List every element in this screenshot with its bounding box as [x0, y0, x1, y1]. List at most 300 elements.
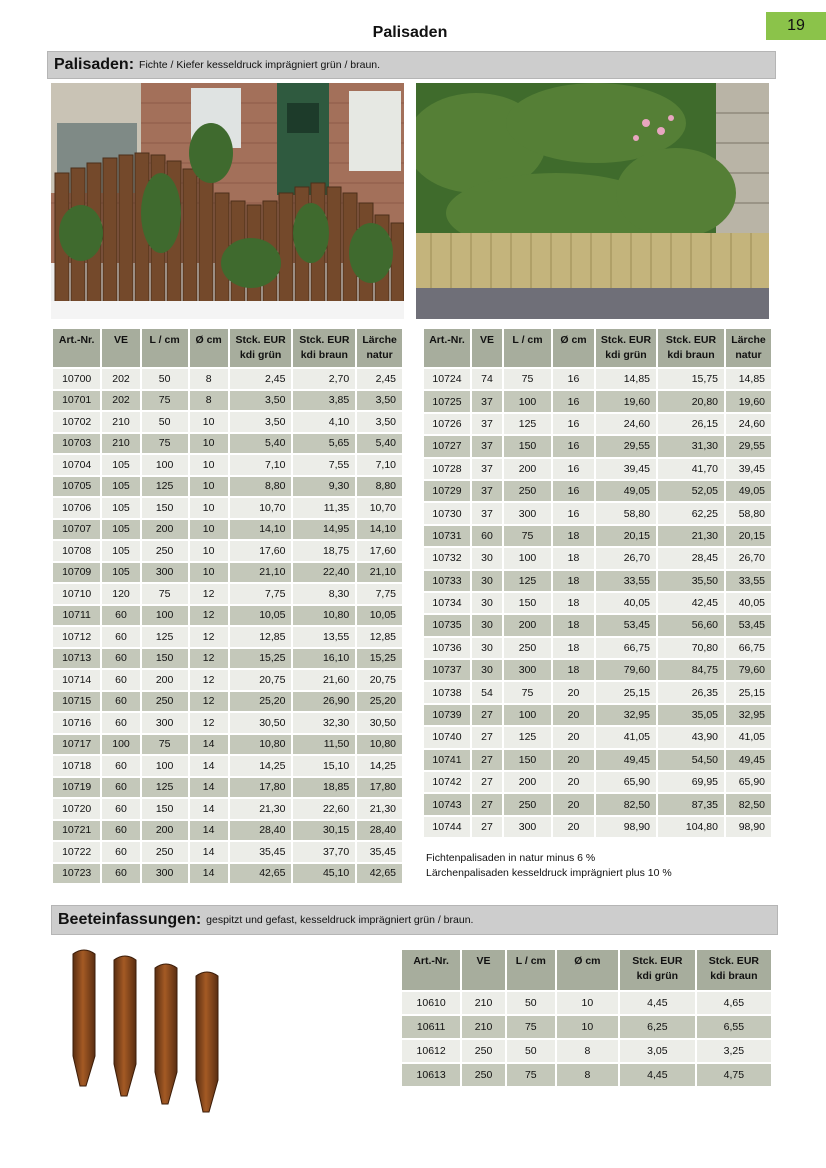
table-cell: 300 [504, 817, 551, 837]
table-cell: 10730 [424, 503, 470, 523]
table-row [53, 391, 402, 411]
table-cell: 33,55 [726, 571, 771, 591]
table-cell: 28,40 [230, 821, 292, 841]
col-price-green: Stck. EUR kdi grün [230, 329, 292, 367]
table-cell: 10 [190, 412, 228, 432]
table-cell: 10,70 [357, 498, 402, 518]
table-row [402, 1040, 771, 1062]
table-cell: 7,55 [293, 455, 355, 475]
table-cell: 10 [557, 1016, 618, 1038]
table-cell: 58,80 [596, 503, 656, 523]
table-row [53, 434, 402, 454]
table-cell: 10702 [53, 412, 100, 432]
table-cell: 105 [102, 563, 139, 583]
table-cell: 20 [553, 817, 594, 837]
table-cell: 19,60 [726, 391, 771, 411]
table-cell: 250 [462, 1064, 505, 1086]
table-cell: 28,45 [658, 548, 724, 568]
table-cell: 42,45 [658, 593, 724, 613]
table-cell: 10700 [53, 369, 100, 389]
table-row [53, 541, 402, 561]
table-row [424, 615, 771, 635]
table-cell: 18,85 [293, 778, 355, 798]
table-cell: 42,65 [230, 864, 292, 884]
table-cell: 250 [504, 794, 551, 814]
table-cell: 25,15 [726, 682, 771, 702]
table-cell: 10703 [53, 434, 100, 454]
table-cell: 74 [472, 369, 502, 389]
table-cell: 14 [190, 735, 228, 755]
table-cell: 30,50 [357, 713, 402, 733]
table-cell: 17,60 [357, 541, 402, 561]
table-cell: 50 [507, 1040, 555, 1062]
table-cell: 105 [102, 477, 139, 497]
table-cell: 31,30 [658, 436, 724, 456]
table-cell: 5,40 [230, 434, 292, 454]
table-cell: 300 [142, 713, 188, 733]
table-cell: 12 [190, 649, 228, 669]
table-cell: 21,30 [658, 526, 724, 546]
table-row [53, 864, 402, 884]
table-cell: 30,15 [293, 821, 355, 841]
table-cell: 10713 [53, 649, 100, 669]
table-row [53, 756, 402, 776]
table-cell: 22,40 [293, 563, 355, 583]
table-row [53, 842, 402, 862]
table-cell: 10 [190, 520, 228, 540]
table-cell: 10612 [402, 1040, 460, 1062]
table-cell: 10 [190, 498, 228, 518]
table-cell: 60 [102, 692, 139, 712]
col-length: L / cm [504, 329, 551, 367]
table-cell: 3,50 [230, 412, 292, 432]
table-cell: 12 [190, 670, 228, 690]
table-cell: 10735 [424, 615, 470, 635]
table-cell: 18 [553, 638, 594, 658]
table-cell: 17,80 [230, 778, 292, 798]
table-cell: 21,10 [230, 563, 292, 583]
table-cell: 16 [553, 481, 594, 501]
table-cell: 10715 [53, 692, 100, 712]
photo-garden-edging-image [416, 83, 769, 319]
table-cell: 18,75 [293, 541, 355, 561]
table-cell: 24,60 [596, 414, 656, 434]
table-cell: 16 [553, 436, 594, 456]
table-cell: 24,60 [726, 414, 771, 434]
table-cell: 60 [102, 713, 139, 733]
table-cell: 6,25 [620, 1016, 695, 1038]
table-cell: 14,25 [357, 756, 402, 776]
table-cell: 3,85 [293, 391, 355, 411]
table-cell: 45,10 [293, 864, 355, 884]
table-cell: 49,05 [726, 481, 771, 501]
table-row [402, 1064, 771, 1086]
table-row [424, 369, 771, 389]
table-cell: 65,90 [596, 772, 656, 792]
table-cell: 200 [142, 520, 188, 540]
table-cell: 12 [190, 606, 228, 626]
col-ve: VE [462, 950, 505, 990]
table-cell: 70,80 [658, 638, 724, 658]
table-cell: 20 [553, 794, 594, 814]
table-cell: 75 [142, 584, 188, 604]
table-cell: 15,25 [230, 649, 292, 669]
table-cell: 200 [142, 670, 188, 690]
table-cell: 10741 [424, 750, 470, 770]
table-cell: 10 [190, 563, 228, 583]
table-cell: 10726 [424, 414, 470, 434]
table-cell: 20 [553, 727, 594, 747]
table-cell: 17,80 [357, 778, 402, 798]
table-row [53, 563, 402, 583]
table-cell: 10704 [53, 455, 100, 475]
table-cell: 75 [507, 1016, 555, 1038]
table-cell: 16 [553, 369, 594, 389]
table-cell: 10 [190, 455, 228, 475]
table-cell: 98,90 [596, 817, 656, 837]
table-row [53, 713, 402, 733]
table-cell: 210 [462, 1016, 505, 1038]
section-title: Palisaden: [54, 56, 135, 73]
table-cell: 10 [557, 992, 618, 1014]
table-row [53, 412, 402, 432]
table-cell: 41,05 [726, 727, 771, 747]
table-cell: 16 [553, 459, 594, 479]
col-price-green: Stck. EUR kdi grün [620, 950, 695, 990]
col-larch: Lärche natur [357, 329, 402, 367]
table-row [424, 682, 771, 702]
table-cell: 30,50 [230, 713, 292, 733]
table-cell: 210 [462, 992, 505, 1014]
table-cell: 21,60 [293, 670, 355, 690]
table-cell: 125 [142, 477, 188, 497]
table-cell: 13,55 [293, 627, 355, 647]
table-cell: 10742 [424, 772, 470, 792]
table-cell: 10 [190, 434, 228, 454]
table-cell: 10722 [53, 842, 100, 862]
table-cell: 17,60 [230, 541, 292, 561]
table-cell: 27 [472, 750, 502, 770]
table-cell: 10720 [53, 799, 100, 819]
table-cell: 69,95 [658, 772, 724, 792]
table-cell: 60 [102, 649, 139, 669]
table-cell: 98,90 [726, 817, 771, 837]
table-cell: 18 [553, 571, 594, 591]
table-cell: 82,50 [726, 794, 771, 814]
table-cell: 14,85 [726, 369, 771, 389]
table-cell: 11,50 [293, 735, 355, 755]
col-art-nr: Art.-Nr. [424, 329, 470, 367]
table-cell: 12 [190, 713, 228, 733]
table-cell: 60 [102, 606, 139, 626]
table-cell: 10610 [402, 992, 460, 1014]
table-cell: 8 [190, 391, 228, 411]
table-cell: 58,80 [726, 503, 771, 523]
table-cell: 43,90 [658, 727, 724, 747]
table-cell: 49,05 [596, 481, 656, 501]
table-cell: 2,70 [293, 369, 355, 389]
col-length: L / cm [507, 950, 555, 990]
table-cell: 75 [142, 434, 188, 454]
table-row [53, 735, 402, 755]
table-cell: 79,60 [596, 660, 656, 680]
table-cell: 4,45 [620, 992, 695, 1014]
table-cell: 65,90 [726, 772, 771, 792]
table-cell: 66,75 [596, 638, 656, 658]
table-cell: 250 [462, 1040, 505, 1062]
table-cell: 30 [472, 660, 502, 680]
table-cell: 49,45 [596, 750, 656, 770]
page-number: 19 [766, 12, 826, 40]
table-row [424, 750, 771, 770]
table-cell: 75 [504, 369, 551, 389]
table-cell: 56,60 [658, 615, 724, 635]
table-cell: 30 [472, 593, 502, 613]
table-cell: 60 [102, 821, 139, 841]
table-cell: 20,75 [357, 670, 402, 690]
table-cell: 40,05 [596, 593, 656, 613]
table-cell: 2,45 [357, 369, 402, 389]
table-cell: 125 [504, 414, 551, 434]
table-cell: 100 [504, 705, 551, 725]
table-cell: 7,75 [357, 584, 402, 604]
table-cell: 10719 [53, 778, 100, 798]
col-ve: VE [102, 329, 139, 367]
table-cell: 20,75 [230, 670, 292, 690]
table-cell: 18 [553, 660, 594, 680]
table-row [424, 459, 771, 479]
table-cell: 20,15 [726, 526, 771, 546]
table-cell: 87,35 [658, 794, 724, 814]
table-cell: 60 [102, 756, 139, 776]
table-cell: 10739 [424, 705, 470, 725]
table-cell: 14 [190, 756, 228, 776]
table-cell: 8,30 [293, 584, 355, 604]
table-cell: 37 [472, 459, 502, 479]
table-cell: 10709 [53, 563, 100, 583]
table-row [424, 571, 771, 591]
table-cell: 150 [142, 498, 188, 518]
table-cell: 18 [553, 615, 594, 635]
table-cell: 15,75 [658, 369, 724, 389]
table-cell: 20 [553, 682, 594, 702]
table-cell: 104,80 [658, 817, 724, 837]
note-larch: Lärchenpalisaden kesseldruck imprägniert plus 10 % [426, 867, 672, 879]
table-cell: 105 [102, 498, 139, 518]
photo-palisade-fence [51, 83, 404, 319]
col-diameter: Ø cm [557, 950, 618, 990]
col-art-nr: Art.-Nr. [53, 329, 100, 367]
table-cell: 53,45 [596, 615, 656, 635]
table-cell: 10,05 [230, 606, 292, 626]
table-cell: 30 [472, 615, 502, 635]
table-row [424, 660, 771, 680]
table-cell: 52,05 [658, 481, 724, 501]
table-cell: 10732 [424, 548, 470, 568]
table-row [424, 794, 771, 814]
table-cell: 10706 [53, 498, 100, 518]
table-cell: 8 [557, 1040, 618, 1062]
table-cell: 14,10 [230, 520, 292, 540]
note-spruce: Fichtenpalisaden in natur minus 6 % [426, 852, 596, 864]
table-cell: 300 [504, 660, 551, 680]
table-row [402, 1016, 771, 1038]
table-cell: 125 [504, 571, 551, 591]
col-price-brown: Stck. EUR kdi braun [293, 329, 355, 367]
table-cell: 75 [142, 391, 188, 411]
table-cell: 33,55 [596, 571, 656, 591]
table-cell: 10727 [424, 436, 470, 456]
table-cell: 10728 [424, 459, 470, 479]
table-cell: 62,25 [658, 503, 724, 523]
table-cell: 10743 [424, 794, 470, 814]
table-cell: 50 [142, 412, 188, 432]
table-cell: 100 [142, 606, 188, 626]
table-cell: 10736 [424, 638, 470, 658]
table-cell: 10724 [424, 369, 470, 389]
table-cell: 20 [553, 772, 594, 792]
table-cell: 14 [190, 778, 228, 798]
table-cell: 30 [472, 638, 502, 658]
table-cell: 50 [507, 992, 555, 1014]
table-cell: 75 [504, 682, 551, 702]
col-diameter: Ø cm [190, 329, 228, 367]
table-cell: 4,75 [697, 1064, 771, 1086]
page-title: Palisaden [372, 24, 448, 41]
table-cell: 32,95 [596, 705, 656, 725]
table-cell: 14 [190, 864, 228, 884]
table-row [53, 692, 402, 712]
table-cell: 10721 [53, 821, 100, 841]
table-row [53, 670, 402, 690]
table-cell: 10,80 [230, 735, 292, 755]
table-cell: 27 [472, 794, 502, 814]
table-cell: 20,15 [596, 526, 656, 546]
table-cell: 14 [190, 821, 228, 841]
table-cell: 14,95 [293, 520, 355, 540]
table-cell: 8 [557, 1064, 618, 1086]
table-cell: 10723 [53, 864, 100, 884]
table-cell: 37 [472, 503, 502, 523]
table-cell: 16 [553, 391, 594, 411]
table-cell: 25,15 [596, 682, 656, 702]
table-cell: 20 [553, 750, 594, 770]
table-cell: 125 [504, 727, 551, 747]
table-cell: 300 [142, 864, 188, 884]
table-cell: 10737 [424, 660, 470, 680]
table-row [53, 627, 402, 647]
table-cell: 37 [472, 481, 502, 501]
table-cell: 75 [507, 1064, 555, 1086]
table-row [424, 526, 771, 546]
table-cell: 10,80 [293, 606, 355, 626]
table-cell: 27 [472, 727, 502, 747]
table-cell: 49,45 [726, 750, 771, 770]
table-row [402, 992, 771, 1014]
table-cell: 8,80 [230, 477, 292, 497]
table-cell: 14,10 [357, 520, 402, 540]
section-title: Beeteinfassungen: [58, 911, 202, 928]
table-cell: 27 [472, 772, 502, 792]
table-cell: 10710 [53, 584, 100, 604]
col-larch: Lärche natur [726, 329, 771, 367]
table-cell: 250 [504, 638, 551, 658]
table-cell: 120 [102, 584, 139, 604]
section-subtitle: Fichte / Kiefer kesseldruck imprägniert grün / braun. [139, 59, 381, 71]
table-cell: 30 [472, 548, 502, 568]
table-cell: 10725 [424, 391, 470, 411]
table-row [53, 369, 402, 389]
table-cell: 202 [102, 369, 139, 389]
table-cell: 8,80 [357, 477, 402, 497]
col-ve: VE [472, 329, 502, 367]
table-cell: 16 [553, 414, 594, 434]
table-row [424, 503, 771, 523]
table-row [424, 436, 771, 456]
col-price-green: Stck. EUR kdi grün [596, 329, 656, 367]
col-price-brown: Stck. EUR kdi braun [658, 329, 724, 367]
table-cell: 60 [102, 778, 139, 798]
table-cell: 250 [142, 842, 188, 862]
table-cell: 19,60 [596, 391, 656, 411]
table-row [424, 414, 771, 434]
section-header-palisaden [47, 51, 776, 79]
table-cell: 3,50 [230, 391, 292, 411]
table-cell: 39,45 [596, 459, 656, 479]
table-cell: 37 [472, 436, 502, 456]
table-row [424, 548, 771, 568]
table-cell: 100 [504, 391, 551, 411]
table-cell: 21,30 [357, 799, 402, 819]
table-cell: 105 [102, 455, 139, 475]
table-cell: 9,30 [293, 477, 355, 497]
table-cell: 10611 [402, 1016, 460, 1038]
table-cell: 75 [142, 735, 188, 755]
table-row [53, 778, 402, 798]
table-row [424, 727, 771, 747]
table-row [53, 455, 402, 475]
table-cell: 100 [142, 756, 188, 776]
table-cell: 150 [142, 799, 188, 819]
table-cell: 12,85 [230, 627, 292, 647]
table-cell: 10712 [53, 627, 100, 647]
table-cell: 10701 [53, 391, 100, 411]
table-cell: 150 [504, 436, 551, 456]
table-cell: 14 [190, 842, 228, 862]
table-cell: 7,10 [230, 455, 292, 475]
table-cell: 10738 [424, 682, 470, 702]
table-cell: 2,45 [230, 369, 292, 389]
table-cell: 125 [142, 778, 188, 798]
table-cell: 54 [472, 682, 502, 702]
table-cell: 10733 [424, 571, 470, 591]
table-row [424, 705, 771, 725]
table-cell: 26,35 [658, 682, 724, 702]
table-cell: 35,45 [357, 842, 402, 862]
col-price-brown: Stck. EUR kdi braun [697, 950, 771, 990]
table-cell: 42,65 [357, 864, 402, 884]
table-cell: 15,25 [357, 649, 402, 669]
table-cell: 210 [102, 412, 139, 432]
table-cell: 10,70 [230, 498, 292, 518]
table-cell: 10708 [53, 541, 100, 561]
table-cell: 7,75 [230, 584, 292, 604]
table-cell: 250 [504, 481, 551, 501]
table-cell: 39,45 [726, 459, 771, 479]
section-subtitle: gespitzt und gefast, kesseldruck imprägniert grün / braun. [206, 914, 474, 926]
col-diameter: Ø cm [553, 329, 594, 367]
table-cell: 10734 [424, 593, 470, 613]
